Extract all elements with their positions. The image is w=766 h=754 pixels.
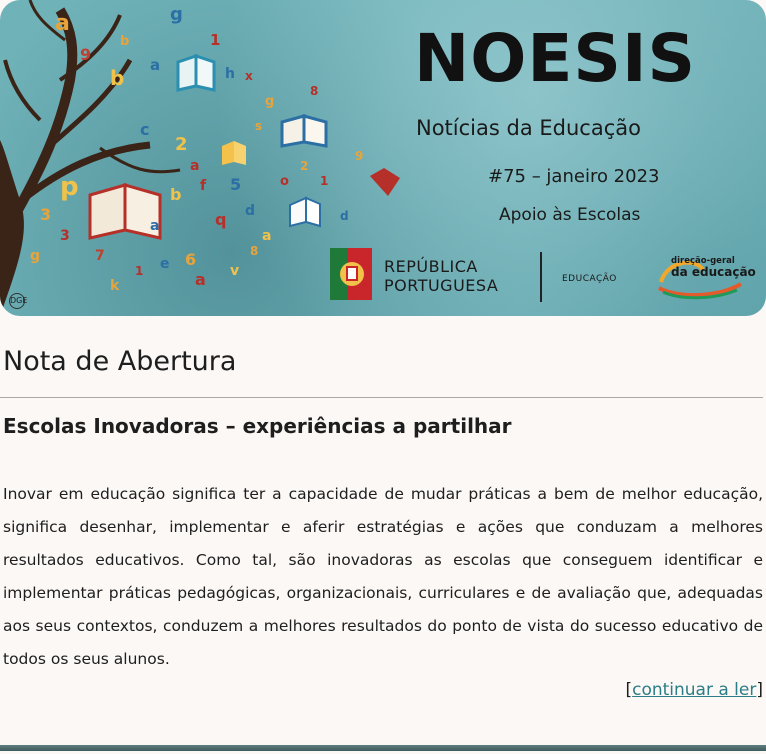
svg-text:1: 1	[135, 264, 144, 278]
svg-text:b: b	[120, 34, 130, 49]
book-icon	[178, 56, 214, 90]
section-divider	[0, 397, 763, 398]
section-title: Nota de Abertura	[3, 346, 237, 377]
footer-bar	[0, 745, 766, 751]
svg-text:v: v	[230, 263, 240, 279]
svg-text:1: 1	[210, 31, 221, 49]
svg-text:1: 1	[320, 174, 329, 188]
svg-text:2: 2	[175, 134, 188, 155]
svg-text:8: 8	[250, 244, 259, 258]
svg-text:d: d	[245, 203, 256, 219]
article-body: Inovar em educação significa ter a capacidade de mudar práticas a bem de melhor educação, significa desenhar, implementar e aferir estratégias e ações que conduzam a melhores resultados educativos. Como tal, são inovadoras as escolas que conseguem identificar e implementar práticas pedagógicas, organizacionais, curriculares e de avaliação que, adequadas aos seus contextos, conduzem a melhores resultados do ponto de vista do sucesso educativo de todos os seus alunos.	[3, 485, 763, 668]
svg-text:d: d	[340, 209, 349, 223]
svg-text:g: g	[265, 94, 275, 109]
article-title: Escolas Inovadoras – experiências a partilhar	[3, 414, 512, 438]
book-icon	[222, 141, 246, 165]
svg-text:o: o	[280, 174, 289, 189]
svg-text:3: 3	[40, 205, 52, 224]
svg-text:a: a	[55, 11, 70, 36]
book-icon	[370, 168, 400, 196]
republica-portuguesa-text: REPÚBLICA PORTUGUESA	[384, 257, 499, 295]
svg-text:p: p	[60, 172, 79, 202]
svg-text:f: f	[200, 178, 207, 194]
educacao-label: EDUCAÇÃO	[562, 274, 617, 284]
svg-text:e: e	[160, 256, 170, 272]
book-icon	[290, 198, 320, 226]
svg-text:8: 8	[310, 84, 319, 98]
newsletter-tagline: Apoio às Escolas	[499, 205, 641, 225]
svg-text:h: h	[225, 66, 235, 82]
svg-text:x: x	[245, 69, 253, 83]
svg-text:c: c	[140, 120, 150, 139]
svg-text:b: b	[110, 66, 125, 90]
svg-text:s: s	[255, 119, 263, 133]
svg-text:6: 6	[185, 250, 197, 269]
newsletter-title: NOESIS	[414, 20, 697, 97]
svg-text:7: 7	[95, 248, 105, 264]
svg-text:k: k	[110, 278, 120, 294]
svg-text:a: a	[150, 56, 161, 74]
issue-number: #75 – janeiro 2023	[488, 166, 660, 187]
svg-text:g: g	[30, 248, 41, 264]
svg-text:b: b	[170, 185, 182, 204]
svg-text:q: q	[215, 210, 227, 229]
svg-text:a: a	[190, 158, 200, 174]
logo-divider	[540, 252, 542, 302]
svg-text:g: g	[170, 4, 183, 25]
svg-text:a: a	[150, 218, 160, 234]
svg-text:9: 9	[355, 149, 364, 163]
dge-text: direção-geral da educação	[671, 256, 756, 279]
book-icon	[282, 116, 326, 146]
read-more: [continuar a ler]	[625, 680, 763, 700]
continue-reading-link[interactable]: continuar a ler	[632, 680, 757, 700]
svg-text:5: 5	[230, 175, 242, 194]
newsletter-subtitle: Notícias da Educação	[416, 116, 641, 140]
svg-text:2: 2	[300, 159, 309, 173]
svg-text:9: 9	[80, 45, 92, 64]
svg-text:a: a	[195, 270, 206, 289]
svg-text:3: 3	[60, 228, 70, 244]
image-credit-badge: DGE	[9, 293, 25, 309]
svg-text:a: a	[262, 228, 272, 244]
header-banner	[0, 0, 766, 316]
